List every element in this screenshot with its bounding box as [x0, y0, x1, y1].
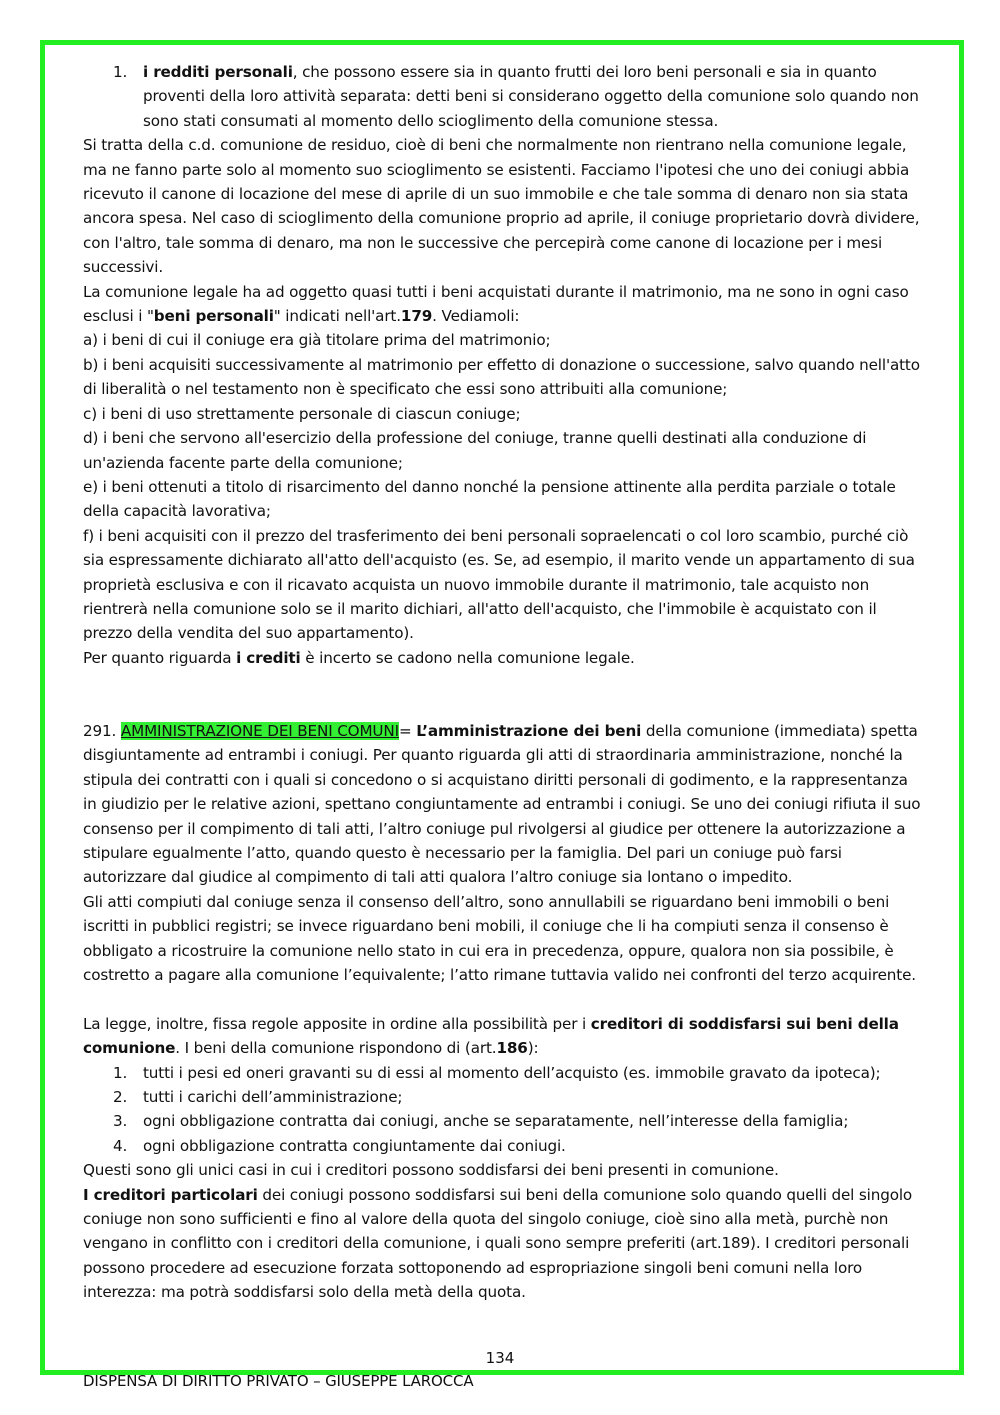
spacer — [83, 987, 923, 1011]
section-291 — [83, 719, 923, 890]
list-item-redditi — [83, 60, 923, 133]
list-number: 2. — [113, 1088, 128, 1107]
bold-term: i crediti — [236, 648, 301, 667]
text-run: La comunione legale ha ad oggetto quasi tutti i beni acquistati durante il matrimonio, ma ne sono in ogni caso esclusi i " — [83, 282, 909, 326]
list-text: tutti i pesi ed oneri gravanti su di essi al momento dell’acquisto (es. immobile gravato da ipoteca); — [143, 1063, 881, 1082]
list-number: 4. — [113, 1136, 128, 1155]
list-item-obbligo-4 — [83, 1134, 923, 1158]
spacer — [83, 670, 923, 719]
text-run: . Vediamoli: — [432, 307, 520, 326]
text-run: dei coniugi possono soddisfarsi sui beni della comunione solo quando quelli del singolo coniuge non sono sufficienti e fino al valore della quota del singolo coniuge, cioè sino alla metà, purchè non vengano in conflitto con i creditori della comunione, i quali sono sempre preferiti (art.189). I creditori personali possono procedere ad esecuzione forzata sottoponendo ad espropriazione singoli beni comuni nella loro interezza: ma potrà soddisfarsi solo della metà della quota. — [83, 1185, 913, 1302]
paragraph-crediti — [83, 646, 923, 670]
bold-term: creditori di soddisfarsi sui beni della comunione — [83, 1014, 899, 1058]
bold-article: 179 — [400, 307, 433, 326]
list-number: 1. — [113, 63, 128, 81]
beni-item-c: c) i beni di uso strettamente personale di ciascun coniuge; — [83, 404, 521, 423]
page-number: 134 — [485, 1349, 515, 1367]
text-run: Per quanto riguarda — [83, 648, 237, 667]
text-run: della comunione (immediata) spetta disgiuntamente ad entrambi i coniugi. Per quanto riguarda gli atti di straordinaria amministrazione, nonché la stipula dei contratti con i quali si concedono o si acquistano diritti personali di godimento, e la rappresentanza in giudizio per le relative azioni, spettano congiuntamente ad entrambi i coniugi. Se uno dei coniugi rifiuta il suo consenso per il compimento di tali atti, l’altro coniuge pul rivolgersi al giudice per ottenere la autorizzazione a stipulare egualmente l’atto, quando questo è necessario per la famiglia. Del pari un coniuge può farsi autorizzare dal giudice al compimento di tali atti qualora l’altro coniuge sia lontano o impedito. — [83, 721, 921, 887]
paragraph-creditori-particolari — [83, 1183, 923, 1305]
list-text: ogni obbligazione contratta congiuntamente dai coniugi. — [143, 1136, 566, 1155]
beni-item-a: a) i beni di cui il coniuge era già titolare prima del matrimonio; — [83, 331, 551, 350]
text-run: " indicati nell'art. — [273, 307, 401, 326]
list-text: ogni obbligazione contratta dai coniugi, anche se separatamente, nell’interesse della famiglia; — [143, 1112, 849, 1131]
text-run: La legge, inoltre, fissa regole apposite in ordine alla possibilità per i — [83, 1014, 591, 1033]
paragraph-residuo: Si tratta della c.d. comunione de residuo, cioè di beni che normalmente non rientrano nella comunione legale, ma ne fanno parte solo al momento suo scioglimento se esistenti. Facciamo l'ipotesi che uno dei coniugi abbia ricevuto il canone di locazione del mese di aprile di un suo immobile e che tale somma di denaro non sia stata ancora spesa. Nel caso di scioglimento della comunione proprio ad aprile, il coniuge proprietario dovrà dividere, con l'altro, tale somma di denaro, ma non le successive che percepirà come canone di locazione per i mesi successivi. — [83, 136, 920, 277]
list-number: 1. — [113, 1063, 128, 1082]
paragraph-atti: Gli atti compiuti dal coniuge senza il consenso dell’altro, sono annullabili se riguardano beni immobili o beni iscritti in pubblici registri; se invece riguardano beni mobili, il coniuge che li ha compiuti senza il consenso è obbligato a ricostruire la comunione nello stato in cui era in precedenza, oppure, qualora non sia possibile, è costretto a pagare alla comunione l’equivalente; l’atto rimane tuttavia valido nei confronti del terzo acquirente. — [83, 892, 916, 985]
paragraph-legge — [83, 1012, 923, 1061]
bold-term: i redditi personali — [143, 63, 293, 81]
paragraph-unici: Questi sono gli unici casi in cui i creditori possono soddisfarsi dei beni presenti in comunione. — [83, 1161, 779, 1180]
beni-item-e: e) i beni ottenuti a titolo di risarcimento del danno nonché la pensione attinente alla perdita parziale o totale della capacità lavorativa; — [83, 477, 896, 521]
text-run: = — [398, 721, 417, 740]
list-text: tutti i carichi dell’amministrazione; — [143, 1088, 403, 1107]
page-footer: DISPENSA DI DIRITTO PRIVATO – GIUSEPPE LAROCCA — [83, 1372, 474, 1390]
bold-term: L’amministrazione dei beni — [416, 721, 642, 740]
beni-item-b: b) i beni acquisiti successivamente al matrimonio per effetto di donazione o successione, salvo quando nell'atto di liberalità o nel testamento non è specificato che essi sono attribuiti alla comunione; — [83, 355, 920, 399]
bold-term: beni personali — [153, 307, 274, 326]
list-text: , che possono essere sia in quanto frutti dei loro beni personali e sia in quanto proventi della loro attività separata: detti beni si considerano oggetto della comunione solo quando non sono stati consumati al momento dello scioglimento della comunione stessa. — [143, 63, 919, 130]
list-item-obbligo-2 — [83, 1085, 923, 1109]
text-run: . I beni della comunione rispondono di (art. — [175, 1039, 497, 1058]
text-run: è incerto se cadono nella comunione legale. — [300, 648, 635, 667]
list-item-obbligo-1 — [83, 1061, 923, 1085]
bold-term: I creditori particolari — [83, 1185, 258, 1204]
list-item-obbligo-3 — [83, 1109, 923, 1133]
bold-article: 186 — [496, 1039, 528, 1058]
list-number: 3. — [113, 1112, 128, 1131]
beni-item-d: d) i beni che servono all'esercizio della professione del coniuge, tranne quelli destinati alla conduzione di un'azienda facente parte della comunione; — [83, 429, 867, 472]
document-body — [83, 60, 923, 1305]
paragraph-comunione-legale — [83, 280, 923, 329]
section-heading-highlight: AMMINISTRAZIONE DEI BENI COMUNI — [120, 721, 399, 740]
text-run: ): — [527, 1039, 539, 1058]
section-number: 291. — [83, 721, 121, 740]
beni-item-f: f) i beni acquisiti con il prezzo del trasferimento dei beni personali sopraelencati o col loro scambio, purché ciò sia espressamente dichiarato all'atto dell'acquisto (es. Se, ad esempio, il marito vende un appartamento di sua proprietà esclusiva e con il ricavato acquista un nuovo immobile durante il matrimonio, tale acquisto non rientrerà nella comunione solo se il marito dichiari, all'atto dell'acquisto, che l'immobile è acquistato con il prezzo della vendita del suo appartamento). — [83, 526, 915, 643]
